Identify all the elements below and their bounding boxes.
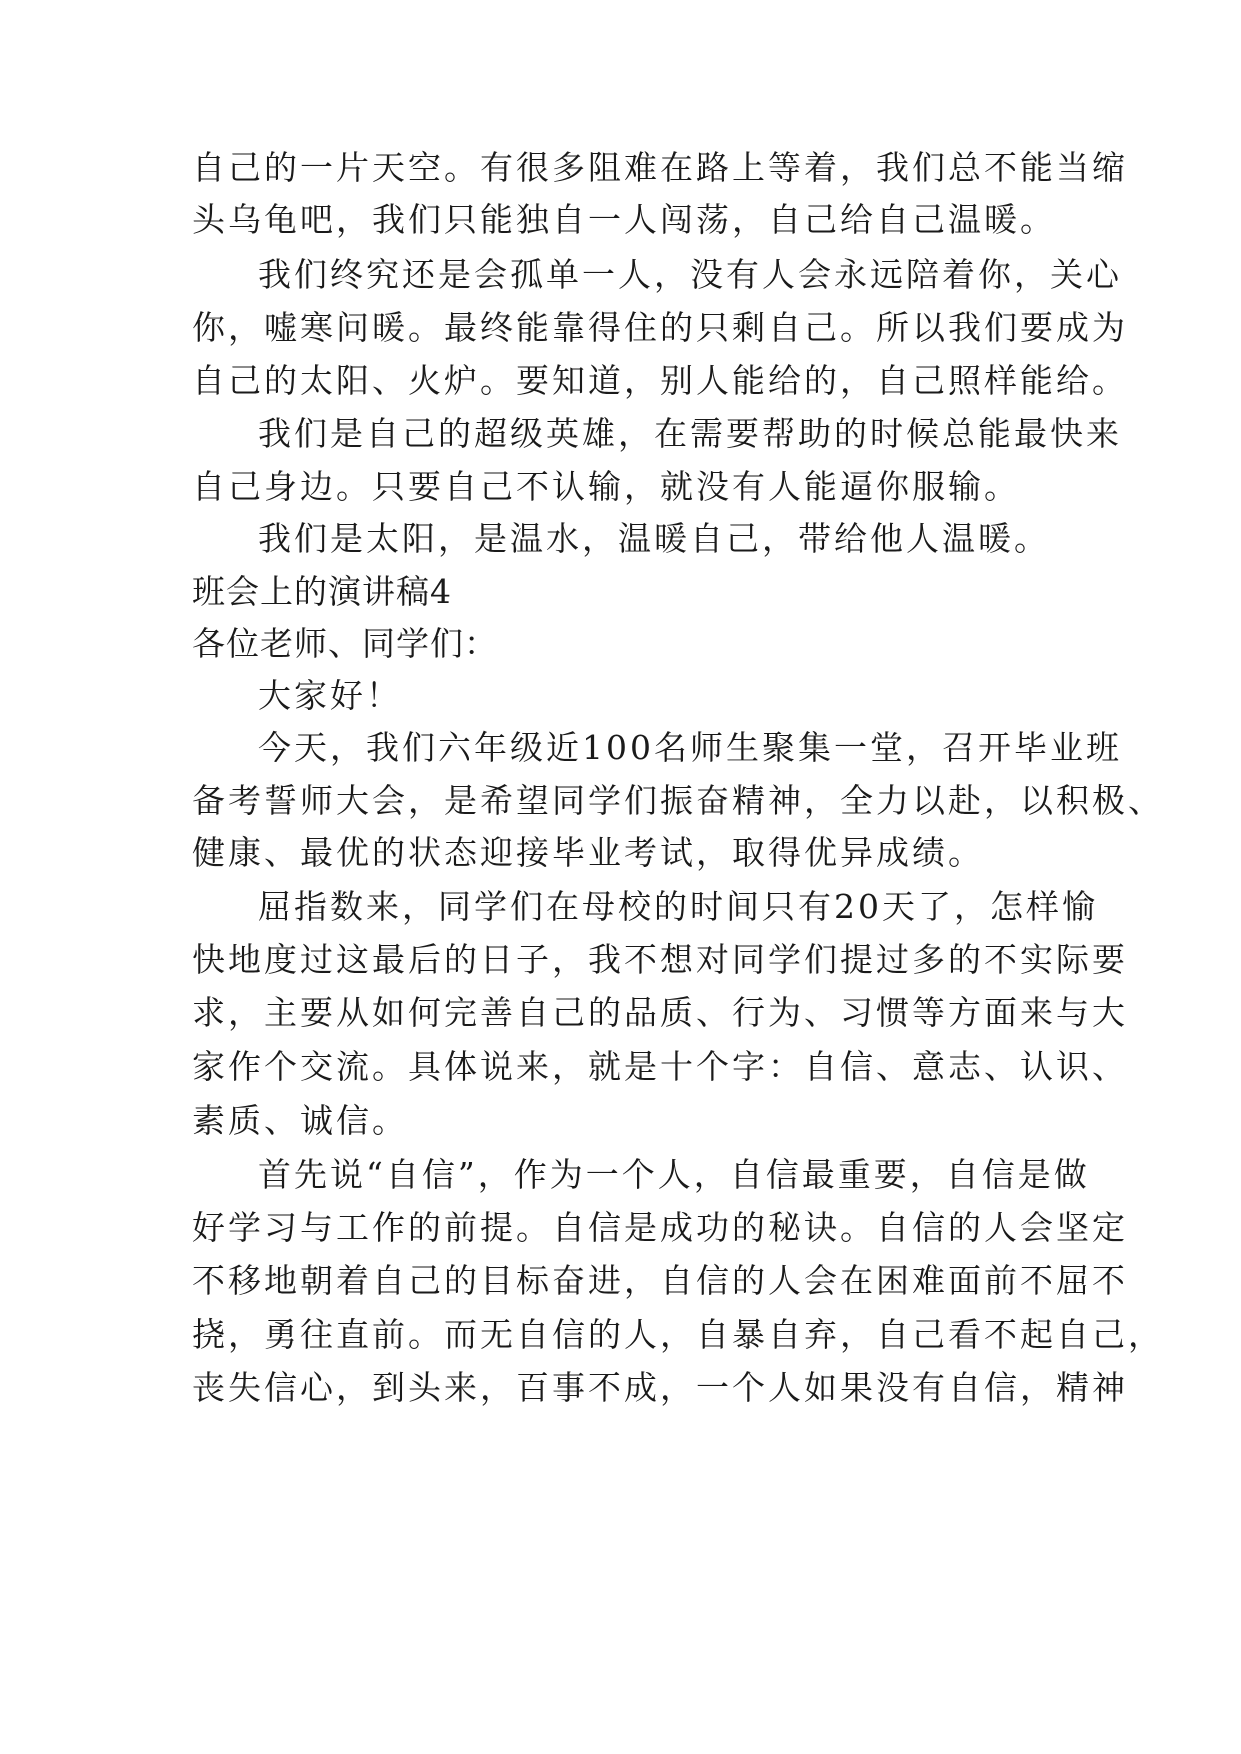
text-line: 自己身边。只要自己不认输，就没有人能逼你服输。	[192, 467, 1020, 506]
text-line: 挠，勇往直前。而无自信的人，自暴自弃，自己看不起自己，	[192, 1315, 1164, 1354]
text-line: 家作个交流。具体说来，就是十个字：自信、意志、认识、	[192, 1047, 1128, 1086]
text-line: 你，嘘寒问暖。最终能靠得住的只剩自己。所以我们要成为	[192, 308, 1128, 347]
text-line: 健康、最优的状态迎接毕业考试，取得优异成绩。	[192, 833, 984, 872]
text-line: 快地度过这最后的日子，我不想对同学们提过多的不实际要	[192, 940, 1128, 979]
text-line: 丧失信心，到头来，百事不成，一个人如果没有自信，精神	[192, 1368, 1128, 1407]
text-line: 大家好！	[258, 676, 402, 715]
text-line: 不移地朝着自己的目标奋进，自信的人会在困难面前不屈不	[192, 1261, 1128, 1300]
text-line: 首先说“自信”，作为一个人，自信最重要，自信是做	[258, 1155, 1090, 1194]
text-line: 我们是太阳，是温水，温暖自己，带给他人温暖。	[258, 519, 1050, 558]
section-title: 班会上的演讲稿4	[192, 572, 452, 611]
text-line: 今天，我们六年级近100名师生聚集一堂，召开毕业班	[258, 728, 1122, 767]
text-line: 头乌龟吧，我们只能独自一人闯荡，自己给自己温暖。	[192, 200, 1056, 239]
salutation: 各位老师、同学们：	[192, 624, 498, 663]
text-line: 我们终究还是会孤单一人，没有人会永远陪着你，关心	[258, 255, 1122, 294]
text-line: 屈指数来，同学们在母校的时间只有20天了，怎样愉	[258, 887, 1098, 926]
text-line: 自己的一片天空。有很多阻难在路上等着，我们总不能当缩	[192, 148, 1128, 187]
text-line: 素质、诚信。	[192, 1101, 408, 1140]
text-line: 求，主要从如何完善自己的品质、行为、习惯等方面来与大	[192, 993, 1128, 1032]
text-line: 备考誓师大会，是希望同学们振奋精神，全力以赴，以积极、	[192, 781, 1164, 820]
text-line: 自己的太阳、火炉。要知道，别人能给的，自己照样能给。	[192, 361, 1128, 400]
text-line: 我们是自己的超级英雄，在需要帮助的时候总能最快来	[258, 414, 1122, 453]
text-line: 好学习与工作的前提。自信是成功的秘诀。自信的人会坚定	[192, 1208, 1128, 1247]
